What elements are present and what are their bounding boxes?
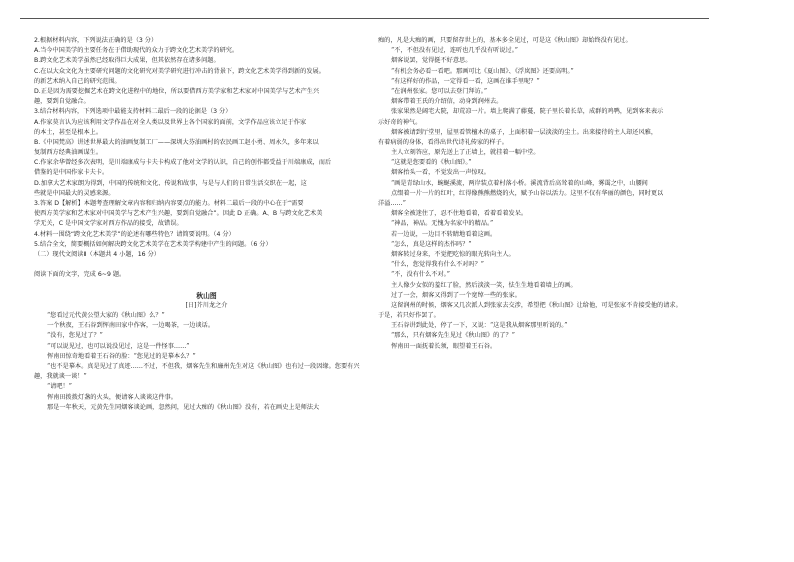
left-text-line: 借鉴的是中国作家卡夫卡。 bbox=[34, 169, 109, 177]
right-text-line: 烟客全被迷住了，忍不住地看着，看着看着发呆。 bbox=[391, 210, 528, 218]
left-text-line: 恽南田惊奇地看着王石谷的脸：“您见过的是摹本么？” bbox=[47, 352, 196, 360]
right-text-line: 若一边说，一边目不转睛地看着这画。 bbox=[391, 230, 497, 238]
left-text-line: “可以说见过，也可以说没见过，这是一件怪事……” bbox=[47, 342, 190, 350]
right-text-line: 痴的，凡是大痴的画，只要留存世上的，基本多全见过，可是这《秋山图》却始终没有见过。 bbox=[378, 37, 632, 44]
left-text-line: B.跨文化艺术美学虽然已经取得巨大成果，但其依然存在诸多问题。 bbox=[34, 57, 220, 65]
left-text-line bbox=[34, 281, 379, 291]
right-text-line: “有这样好的作品，一定得看一看，这画在谁手里呢？” bbox=[391, 77, 540, 85]
right-text-line: 烟客抬头一看，不觉发出一声惊叹。 bbox=[391, 169, 490, 177]
left-text-line: 阅读下面的文字，完成 6~9 题。 bbox=[34, 271, 126, 279]
right-text-line: 示好奇的神气。 bbox=[378, 118, 422, 126]
right-text-line: 点缀着一片一片的红叶，红得像熊熊燃烧的火，赋予山谷以活力。这里不仅有华丽的颜色，同时更以 bbox=[391, 189, 664, 197]
right-text-line: 于是，若只好作罢了。 bbox=[378, 312, 440, 320]
left-text-line: 3.答案 D【解析】本题考查理解文章内容和归纳内容要点的能力。材料二最后一段的中心在于“需要 bbox=[34, 200, 304, 207]
left-text-line: C.作家余华曾经多次表明，是川端康成与卡夫卡构成了他对文学的认识，自己的创作都受益于川端康成，而后 bbox=[34, 159, 332, 167]
left-text-line: 学无关，C 是中国文学家对西方作品的接受，故错误。 bbox=[34, 220, 183, 228]
left-text-line: “您看过元代黄公望大家的《秋山图》么？” bbox=[47, 312, 165, 320]
left-text-line: 些就是中国最大的灵感来源。 bbox=[34, 189, 115, 197]
left-text-line: 4.材料一围绕“跨文化艺术美学”的论述有哪些特色？请简要说明。（4 分） bbox=[34, 230, 235, 238]
right-text-line: “这就是您要看的《秋山图》。” bbox=[391, 159, 472, 167]
left-text-line: 2.根据材料内容，下列说法正确的是（3 分） bbox=[34, 37, 158, 44]
left-text-line: 那是一年秋天，元黄先生同烟客谈论画，忽然问，见过大痴的《秋山图》没有，若在画史上是师法大 bbox=[47, 403, 320, 411]
right-text-line: 烟客转过身来，不觉把吃惊的眼光转向主人。 bbox=[391, 250, 515, 258]
right-column bbox=[378, 36, 723, 352]
right-text-line: 洋溢……” bbox=[378, 200, 406, 207]
left-text-line: 秋山图 bbox=[196, 291, 217, 300]
right-text-line: 张家果然是阔宅大院，却荒凉一片。墙上爬满了藤蔓，院子里长着长草，成群的鸡鸭，见到客来表示 bbox=[391, 108, 664, 116]
right-text-line: 有着病弱的身体，看得出世代诗礼传家的样子。 bbox=[378, 138, 508, 146]
right-text-line: “那么，只有烟客先生见过《秋山图》的了？” bbox=[391, 332, 515, 340]
left-text-line: A.当今中国美学的主要任务在于借助现代的众力于跨文化艺术美学的研究。 bbox=[34, 47, 239, 55]
right-text-line: 烟客被请到厅堂里，屋里看管檀木的桌子，上面积着一层淡淡的尘土。出来接待的主人却还风雅， bbox=[391, 128, 658, 136]
right-text-line: “画是青绿山水，蜿蜒溪流，两岸装点着村落小桥。溪流背后高耸着的山峰，雾霭之中，山腰间 bbox=[391, 179, 648, 187]
left-text-line: [日]芥川龙之介 bbox=[185, 301, 228, 309]
left-text-line: 的本土，甚至是根本上。 bbox=[34, 128, 103, 136]
left-text-line: D.加拿大艺术家朗为得到，中国的传统和文化、传说和故事，与是与人们的日常生活交织在一起，这 bbox=[34, 179, 307, 187]
right-text-line: 烟客说罢，觉得挺不好意思。 bbox=[391, 57, 472, 65]
left-text-line: 趣，要到自觉融合。 bbox=[34, 98, 90, 106]
left-text-line: 恽南田拨拨灯盏的火头，便请客人谈谈这件事。 bbox=[47, 393, 177, 401]
left-text-line: 趣，我就谈一谈！” bbox=[34, 373, 87, 381]
right-text-line: “不，不但没有见过，连听也几乎没有听说过。” bbox=[391, 47, 518, 55]
left-text-line: 使西方美学家和艺术家对中国美学与艺术产生兴趣，要到自觉融合”。因此 D 正确。A、B 与跨文化艺术美 bbox=[34, 210, 323, 218]
right-text-line: 过了一会，烟客又得到了一个宽绰一些的张家。 bbox=[391, 291, 521, 299]
right-text-line: 主人立刻答应，原先送上了正墙上，就挂着一幅中堂。 bbox=[391, 149, 540, 157]
left-text-line: 3.结合材料内容，下列选项中最能支持材料二最后一段的论据是（3 分） bbox=[34, 108, 232, 116]
left-text-line: “请吧！” bbox=[47, 383, 72, 391]
right-text-line: “怎么，真是这样的杰作吗？” bbox=[391, 240, 472, 248]
right-text-line: “有机会务必看一看吧。那画可比《夏山图》、《浮岚图》还要高明。” bbox=[391, 67, 574, 75]
left-text-line: （二）现代文阅读Ⅱ（本题共 4 小题，16 分） bbox=[34, 250, 160, 258]
left-text-line: D.正是因为需要挖掘艺术在跨文化进程中的地位，所以要借西方美学家和艺术家对中国美学与艺术产生兴 bbox=[34, 87, 320, 95]
left-text-line: A.作家莫言认为应该利用文学作品在对全人类以及世界上各个国家的面前，文学作品应该立足于作家 bbox=[34, 118, 307, 126]
left-text-line bbox=[34, 260, 379, 270]
right-text-line: “不，没有什么不对。” bbox=[391, 271, 450, 279]
right-text-line: “在润州张家。您可以去登门拜访。” bbox=[391, 87, 488, 95]
right-text-line: 主人像少女似的羞红了脸，然后淡淡一笑，怯生生地看着墙上的画。 bbox=[391, 281, 577, 289]
right-text-line: 这留润州的时候，烟客又几次派人到张家去交涉，希望把《秋山图》让给他，可是张家不肯接受他的请求。 bbox=[391, 301, 682, 309]
left-text-line: 复制西方经典油画谋生。 bbox=[34, 149, 103, 157]
left-text-line: 一个秋夜，王石谷到恽南田家中作客，一边喝茶，一边谈话。 bbox=[47, 322, 215, 330]
left-text-line: 5.结合全文，简要概括如何解决跨文化艺术美学在艺术美学构建中产生的问题。（6 分） bbox=[34, 240, 272, 248]
left-text-line: C.在以大众文化为主要研究问题的文化研究对美学研究进行冲击的背景下，跨文化艺术美学得到新的发展。 bbox=[34, 67, 325, 75]
right-text-line: 王石谷讲到此处，停了一下，又说：“这是我从烟客那里听说的。” bbox=[391, 322, 568, 330]
left-text-line: “也不是摹本。真是见过了真迹……不过，不但我，烟客先生和廉州先生对这《秋山图》也有过一段因缘。您要有兴 bbox=[47, 363, 360, 370]
left-text-line: 的新艺术纳入自己的研究范围。 bbox=[34, 77, 121, 85]
right-text-line: “什么，您觉得我有什么不对吗？” bbox=[391, 261, 484, 269]
right-text-line: 恽南田一面抚着长须，眼望着王石谷。 bbox=[391, 342, 497, 350]
left-column bbox=[34, 36, 379, 413]
top-rule bbox=[20, 18, 709, 19]
right-text-line: “神品，神品。无愧为名家中的精品。” bbox=[391, 220, 494, 228]
left-text-line: B.《中国梵高》讲述世界最大的油画复制工厂——深圳大芬油画村的农民画工赵小勇、周永久，多年来以 bbox=[34, 138, 319, 146]
left-text-line: “没有，您见过了？” bbox=[47, 332, 103, 340]
right-text-line: 烟客带着王氏的介绍信，动身到润州去。 bbox=[391, 98, 503, 106]
